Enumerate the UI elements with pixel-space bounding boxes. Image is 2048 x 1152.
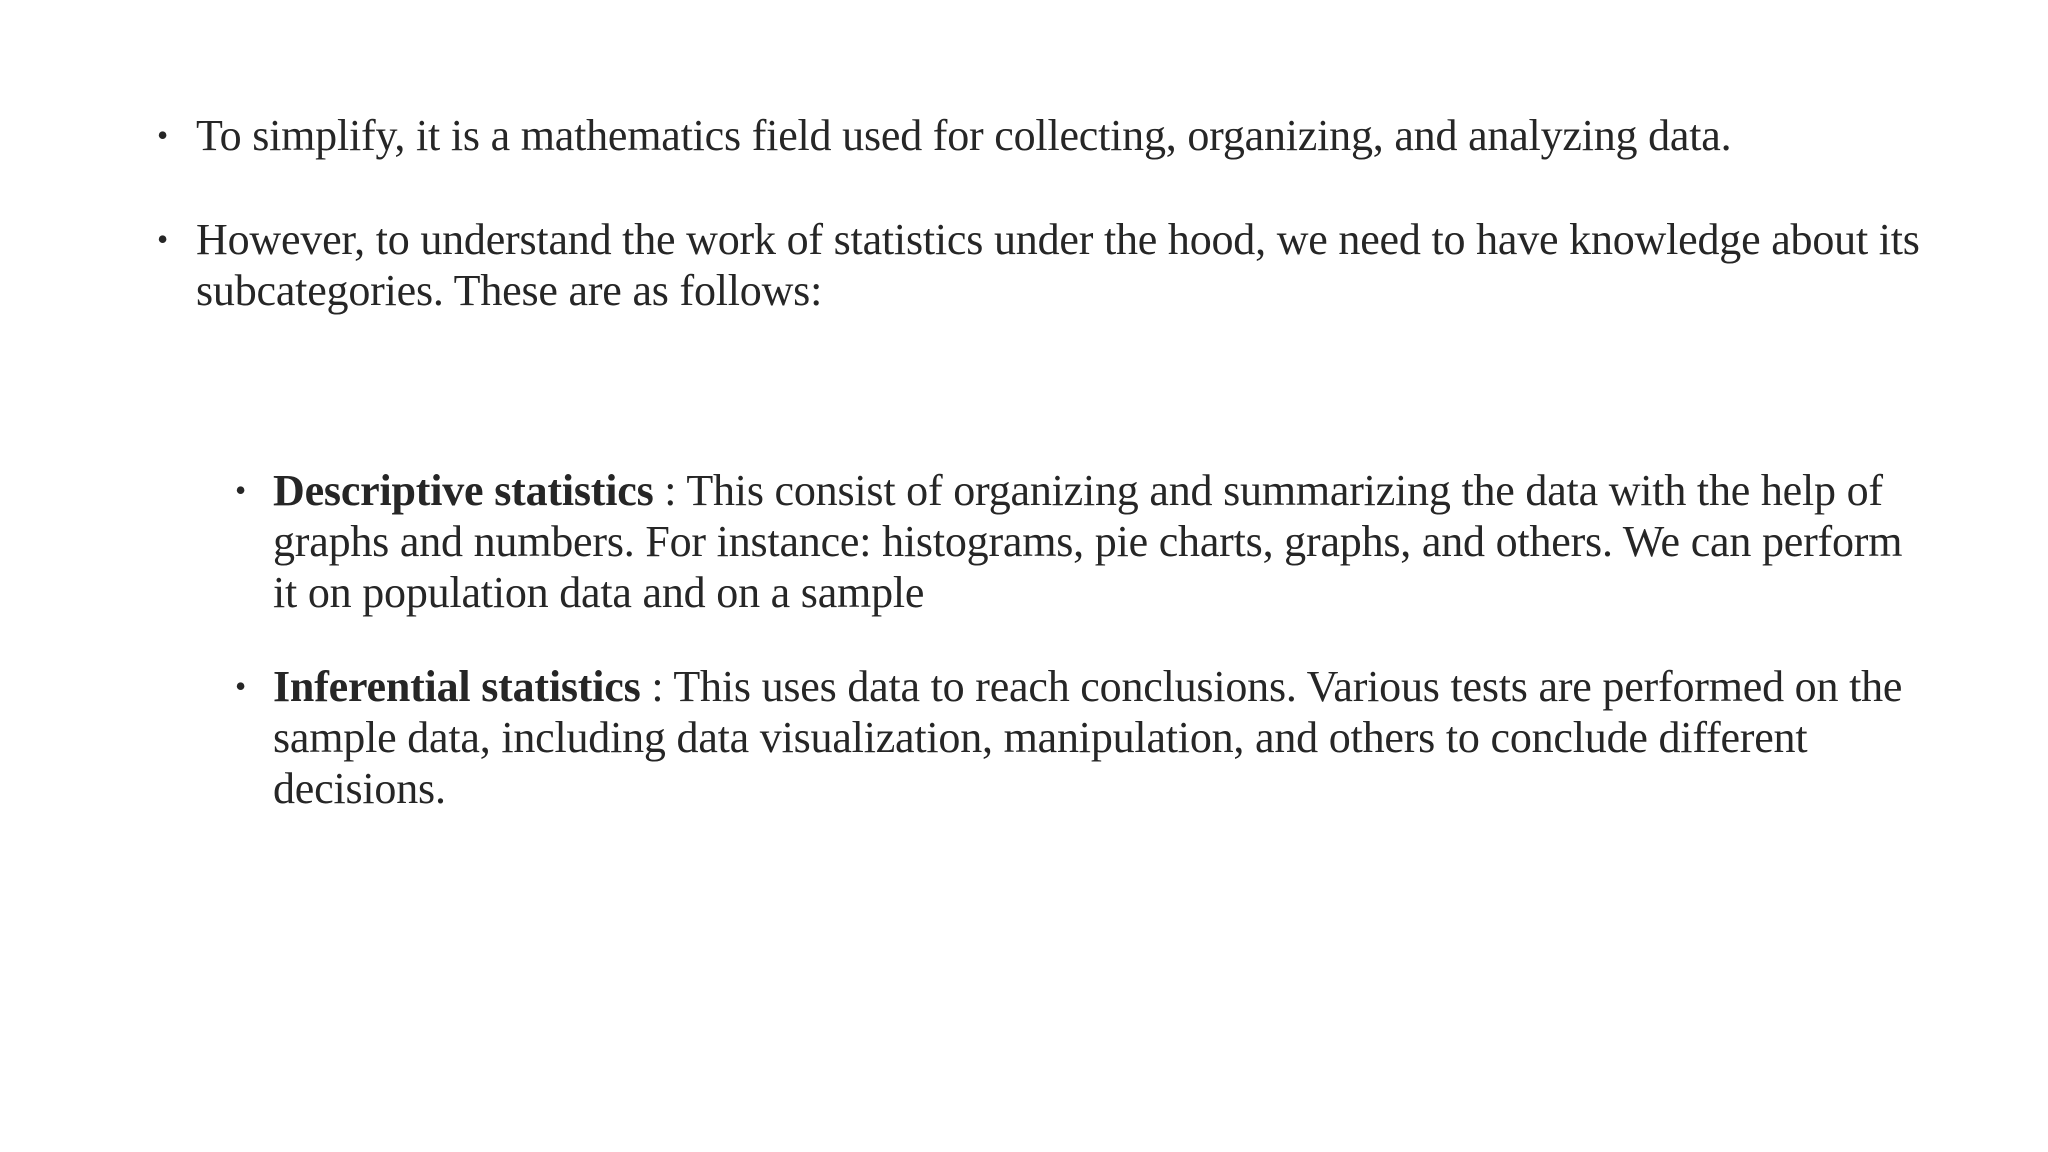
bullet-marker: • bbox=[157, 221, 169, 257]
bullet-item-subcategories-intro bbox=[157, 214, 1927, 316]
sub-bullet-marker: • bbox=[235, 472, 247, 508]
bullet-marker: • bbox=[157, 117, 169, 153]
term-inferential-statistics: Inferential statistics bbox=[273, 662, 641, 711]
term-descriptive-statistics: Descriptive statistics bbox=[273, 466, 654, 515]
bullet-text: However, to understand the work of statistics under the hood, we need to have knowledge about its subcategories. These are as follows: bbox=[196, 215, 1920, 315]
sub-bullet-item-inferential bbox=[235, 661, 1925, 814]
description-inferential-statistics: : This uses data to reach conclusions. Various tests are performed on the sample data, including data visualization, manipulation, and others to conclude different decisions. bbox=[273, 662, 1903, 813]
sub-bullet-marker: • bbox=[235, 668, 247, 704]
bullet-text: To simplify, it is a mathematics field used for collecting, organizing, and analyzing data. bbox=[196, 111, 1732, 160]
bullet-item-definition bbox=[157, 110, 1927, 161]
sub-bullet-item-descriptive bbox=[235, 465, 1925, 618]
sub-bullet-text bbox=[273, 465, 1925, 618]
sub-bullet-text bbox=[273, 661, 1925, 814]
description-descriptive-statistics: : This consist of organizing and summarizing the data with the help of graphs and numbers. For instance: histograms, pie charts, graphs, and others. We can perform it on population data and on a sample bbox=[273, 466, 1903, 617]
